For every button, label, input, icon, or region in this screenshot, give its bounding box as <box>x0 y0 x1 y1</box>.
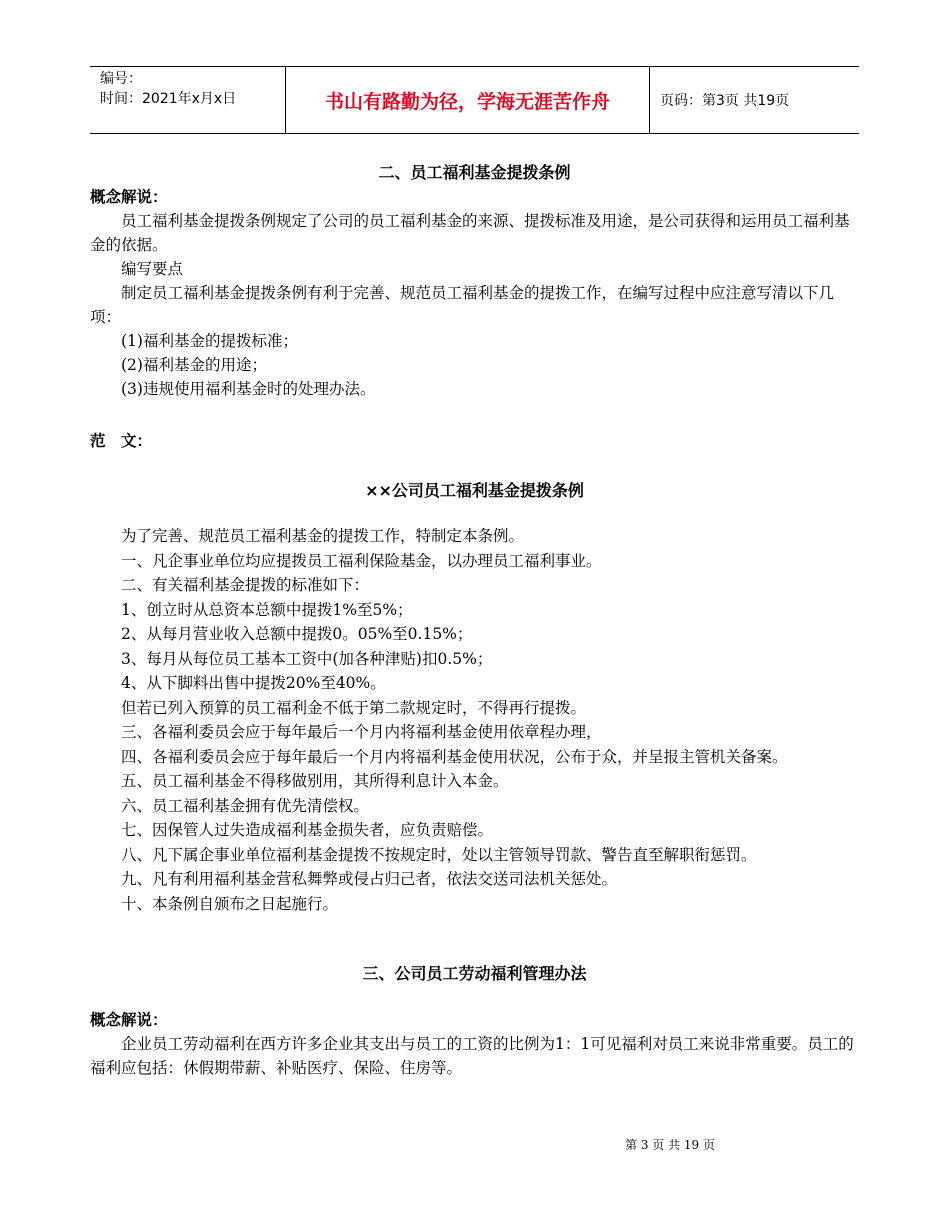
article-item: 三、各福利委员会应于每年最后一个月内将福利基金使用依章程办理， <box>121 723 602 741</box>
concept-label: 概念解说： <box>90 188 168 206</box>
point-item: (1)福利基金的提拨标准； <box>121 332 298 350</box>
page-footer: 第 3 页 共 19 页 <box>625 1138 715 1152</box>
page-header <box>90 66 859 134</box>
article-item: 四、各福利委员会应于每年最后一个月内将福利基金使用状况，公布于众，并呈报主管机关备案。 <box>121 747 788 766</box>
article-item: 3、每月从每位员工基本工资中(加各种津贴)扣0.5%； <box>121 649 493 668</box>
key-points-heading: 编写要点 <box>121 260 184 278</box>
section-title-3: 三、公司员工劳动福利管理办法 <box>362 964 587 983</box>
article-item: 六、员工福利基金拥有优先清偿权。 <box>121 796 370 815</box>
point-item: (3)违规使用福利基金时的处理办法。 <box>121 380 376 398</box>
sample-label: 范 文： <box>90 432 153 450</box>
header-page <box>650 67 859 133</box>
motto-text: 书山有路勤为径，学海无涯苦作舟 <box>324 90 610 113</box>
header-meta <box>90 67 286 133</box>
section-title: 二、员工福利基金提拨条例 <box>378 163 571 182</box>
sample-title: ××公司员工福利基金提拨条例 <box>365 481 584 500</box>
article-item: 为了完善、规范员工福利基金的提拨工作，特制定本条例。 <box>121 527 525 545</box>
key-points-intro: 制定员工福利基金提拨条例有利于完善、规范员工福利基金的提拨工作，在编写过程中应注意写清以下几项： <box>90 284 835 326</box>
doc-time-label: 时间：2021年x月x日 <box>100 91 237 107</box>
concept-label-3: 概念解说： <box>90 1011 168 1029</box>
article-item: 2、从每月营业收入总额中提拨0。05%至0.15%； <box>121 625 473 643</box>
document-body <box>90 150 859 1080</box>
article-item: 二、有关福利基金提拨的标准如下： <box>121 576 370 594</box>
article-item: 4、从下脚料出售中提拨20%至40%。 <box>121 674 386 692</box>
article-item: 十、本条例自颁布之日起施行。 <box>121 894 339 913</box>
doc-number-label: 编号： <box>100 71 142 87</box>
concept-paragraph-3: 企业员工劳动福利在西方许多企业其支出与员工的工资的比例为1：1可见福利对员工来说非常重要。员工的福利应包括：休假期带薪、补贴医疗、保险、住房等。 <box>90 1035 854 1077</box>
articles-list <box>90 524 859 916</box>
article-item: 五、员工福利基金不得移做别用，其所得利息计入本金。 <box>121 772 509 790</box>
article-item: 九、凡有利用福利基金营私舞弊或侵占归己者，依法交送司法机关惩处。 <box>121 870 618 888</box>
page-number-label: 页码：第3页 共19页 <box>660 93 790 109</box>
header-motto <box>286 67 650 133</box>
article-item: 七、因保管人过失造成福利基金损失者，应负责赔偿。 <box>121 821 494 839</box>
article-item: 一、凡企事业单位均应提拨员工福利保险基金，以办理员工福利事业。 <box>121 551 602 570</box>
article-item: 但若已列入预算的员工福利金不低于第二款规定时，不得再行提拨。 <box>121 698 587 717</box>
point-item: (2)福利基金的用途； <box>121 356 267 374</box>
article-item: 八、凡下属企事业单位福利基金提拨不按规定时，处以主管领导罚款、警告直至解职衔惩罚。 <box>121 845 757 864</box>
concept-paragraph: 员工福利基金提拨条例规定了公司的员工福利基金的来源、提拨标准及用途，是公司获得和运用员工福利基金的依据。 <box>90 212 850 254</box>
article-item: 1、创立时从总资本总额中提拨1%至5%； <box>121 600 413 619</box>
